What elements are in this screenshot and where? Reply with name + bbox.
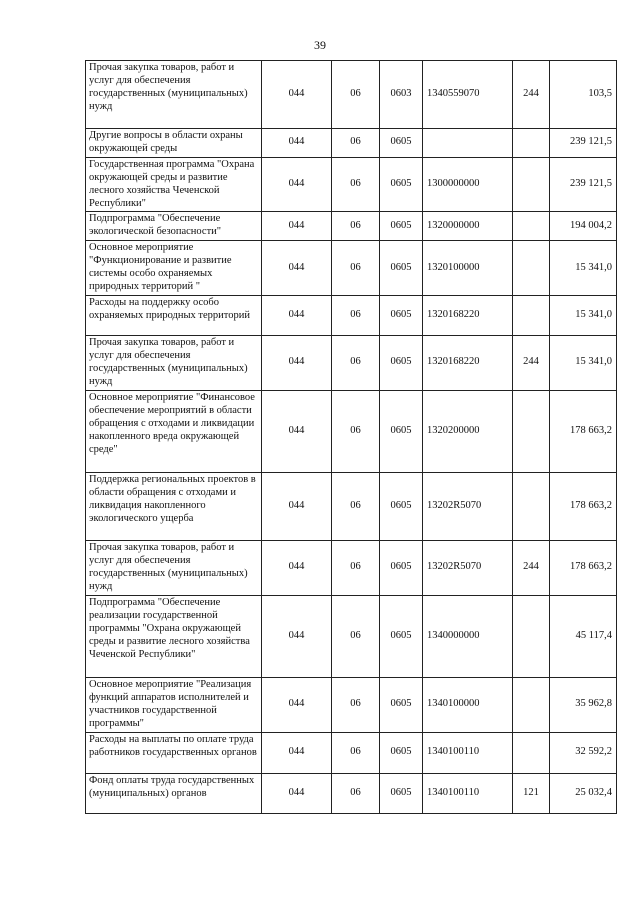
- ministry-code-cell: 044: [262, 61, 332, 129]
- table-row: [86, 773, 617, 813]
- row-name-cell: Прочая закупка товаров, работ и услуг для обеспечения государственных (муниципальных) нужд: [86, 61, 262, 129]
- table-row: [86, 472, 617, 540]
- section-code-cell: 06: [332, 773, 380, 813]
- amount-cell: 194 004,2: [550, 212, 617, 241]
- ministry-code-cell: 044: [262, 472, 332, 540]
- row-name-cell: Подпрограмма "Обеспечение экологической безопасности": [86, 212, 262, 241]
- amount-cell: 178 663,2: [550, 390, 617, 472]
- section-code-cell: 06: [332, 157, 380, 212]
- row-name-cell: Фонд оплаты труда государственных (муниципальных) органов: [86, 773, 262, 813]
- target-article-cell: 1320168220: [423, 295, 513, 335]
- expense-type-cell: [513, 157, 550, 212]
- target-article-cell: 1300000000: [423, 157, 513, 212]
- section-code-cell: 06: [332, 212, 380, 241]
- subsection-code-cell: 0605: [380, 472, 423, 540]
- budget-table: [85, 60, 617, 814]
- row-name-cell: Основное мероприятие "Функционирование и развитие системы особо охраняемых природных территорий ": [86, 241, 262, 296]
- ministry-code-cell: 044: [262, 390, 332, 472]
- target-article-cell: 13202R5070: [423, 472, 513, 540]
- amount-cell: 15 341,0: [550, 295, 617, 335]
- amount-cell: 15 341,0: [550, 335, 617, 390]
- ministry-code-cell: 044: [262, 677, 332, 732]
- row-name-cell: Прочая закупка товаров, работ и услуг для обеспечения государственных (муниципальных) нужд: [86, 540, 262, 595]
- target-article-cell: 13202R5070: [423, 540, 513, 595]
- section-code-cell: 06: [332, 595, 380, 677]
- subsection-code-cell: 0605: [380, 595, 423, 677]
- row-name-cell: Расходы на выплаты по оплате труда работников государственных органов: [86, 732, 262, 773]
- amount-cell: 32 592,2: [550, 732, 617, 773]
- amount-cell: 45 117,4: [550, 595, 617, 677]
- row-name-cell: Расходы на поддержку особо охраняемых природных территорий: [86, 295, 262, 335]
- row-name-cell: Другие вопросы в области охраны окружающей среды: [86, 129, 262, 158]
- target-article-cell: 1320100000: [423, 241, 513, 296]
- row-name-cell: Поддержка региональных проектов в области обращения с отходами и ликвидация накопленного экологического ущерба: [86, 472, 262, 540]
- subsection-code-cell: 0605: [380, 390, 423, 472]
- expense-type-cell: 244: [513, 540, 550, 595]
- section-code-cell: 06: [332, 390, 380, 472]
- row-name-cell: Основное мероприятие "Реализация функций аппаратов исполнителей и участников государственной программы": [86, 677, 262, 732]
- section-code-cell: 06: [332, 61, 380, 129]
- subsection-code-cell: 0605: [380, 212, 423, 241]
- ministry-code-cell: 044: [262, 241, 332, 296]
- section-code-cell: 06: [332, 472, 380, 540]
- ministry-code-cell: 044: [262, 540, 332, 595]
- ministry-code-cell: 044: [262, 157, 332, 212]
- target-article-cell: 1340000000: [423, 595, 513, 677]
- target-article-cell: 1340100110: [423, 773, 513, 813]
- amount-cell: 103,5: [550, 61, 617, 129]
- row-name-cell: Государственная программа "Охрана окружающей среды и развитие лесного хозяйства Чеченской Республики": [86, 157, 262, 212]
- row-name-cell: Основное мероприятие "Финансовое обеспечение мероприятий в области обращения с отходами и ликвидации накопленного вреда окружающей среде": [86, 390, 262, 472]
- table-row: [86, 390, 617, 472]
- ministry-code-cell: 044: [262, 129, 332, 158]
- subsection-code-cell: 0605: [380, 773, 423, 813]
- expense-type-cell: [513, 677, 550, 732]
- expense-type-cell: [513, 241, 550, 296]
- subsection-code-cell: 0605: [380, 129, 423, 158]
- target-article-cell: 1320200000: [423, 390, 513, 472]
- amount-cell: 15 341,0: [550, 241, 617, 296]
- expense-type-cell: [513, 595, 550, 677]
- ministry-code-cell: 044: [262, 773, 332, 813]
- ministry-code-cell: 044: [262, 732, 332, 773]
- table-row: [86, 732, 617, 773]
- row-name-cell: Прочая закупка товаров, работ и услуг для обеспечения государственных (муниципальных) нужд: [86, 335, 262, 390]
- table-row: [86, 61, 617, 129]
- section-code-cell: 06: [332, 129, 380, 158]
- expense-type-cell: [513, 129, 550, 158]
- table-row: [86, 677, 617, 732]
- amount-cell: 35 962,8: [550, 677, 617, 732]
- ministry-code-cell: 044: [262, 212, 332, 241]
- amount-cell: 178 663,2: [550, 472, 617, 540]
- subsection-code-cell: 0605: [380, 295, 423, 335]
- subsection-code-cell: 0605: [380, 335, 423, 390]
- row-name-cell: Подпрограмма "Обеспечение реализации государственной программы "Охрана окружающей среды и развитие лесного хозяйства Чеченской Республики": [86, 595, 262, 677]
- section-code-cell: 06: [332, 295, 380, 335]
- expense-type-cell: [513, 390, 550, 472]
- amount-cell: 25 032,4: [550, 773, 617, 813]
- subsection-code-cell: 0605: [380, 157, 423, 212]
- table-row: [86, 335, 617, 390]
- expense-type-cell: 121: [513, 773, 550, 813]
- ministry-code-cell: 044: [262, 335, 332, 390]
- ministry-code-cell: 044: [262, 295, 332, 335]
- target-article-cell: 1340100000: [423, 677, 513, 732]
- section-code-cell: 06: [332, 335, 380, 390]
- amount-cell: 239 121,5: [550, 157, 617, 212]
- subsection-code-cell: 0605: [380, 540, 423, 595]
- expense-type-cell: [513, 295, 550, 335]
- section-code-cell: 06: [332, 732, 380, 773]
- section-code-cell: 06: [332, 677, 380, 732]
- section-code-cell: 06: [332, 540, 380, 595]
- table-row: [86, 241, 617, 296]
- expense-type-cell: 244: [513, 61, 550, 129]
- target-article-cell: 1340559070: [423, 61, 513, 129]
- page-number: 39: [314, 38, 326, 52]
- subsection-code-cell: 0603: [380, 61, 423, 129]
- table-row: [86, 129, 617, 158]
- section-code-cell: 06: [332, 241, 380, 296]
- expense-type-cell: [513, 472, 550, 540]
- expense-type-cell: 244: [513, 335, 550, 390]
- subsection-code-cell: 0605: [380, 241, 423, 296]
- ministry-code-cell: 044: [262, 595, 332, 677]
- table-row: [86, 540, 617, 595]
- subsection-code-cell: 0605: [380, 732, 423, 773]
- table-row: [86, 157, 617, 212]
- amount-cell: 239 121,5: [550, 129, 617, 158]
- table-row: [86, 295, 617, 335]
- target-article-cell: 1340100110: [423, 732, 513, 773]
- table-row: [86, 595, 617, 677]
- subsection-code-cell: 0605: [380, 677, 423, 732]
- budget-table-body: [86, 61, 617, 814]
- target-article-cell: 1320168220: [423, 335, 513, 390]
- table-row: [86, 212, 617, 241]
- expense-type-cell: [513, 212, 550, 241]
- amount-cell: 178 663,2: [550, 540, 617, 595]
- target-article-cell: 1320000000: [423, 212, 513, 241]
- target-article-cell: [423, 129, 513, 158]
- expense-type-cell: [513, 732, 550, 773]
